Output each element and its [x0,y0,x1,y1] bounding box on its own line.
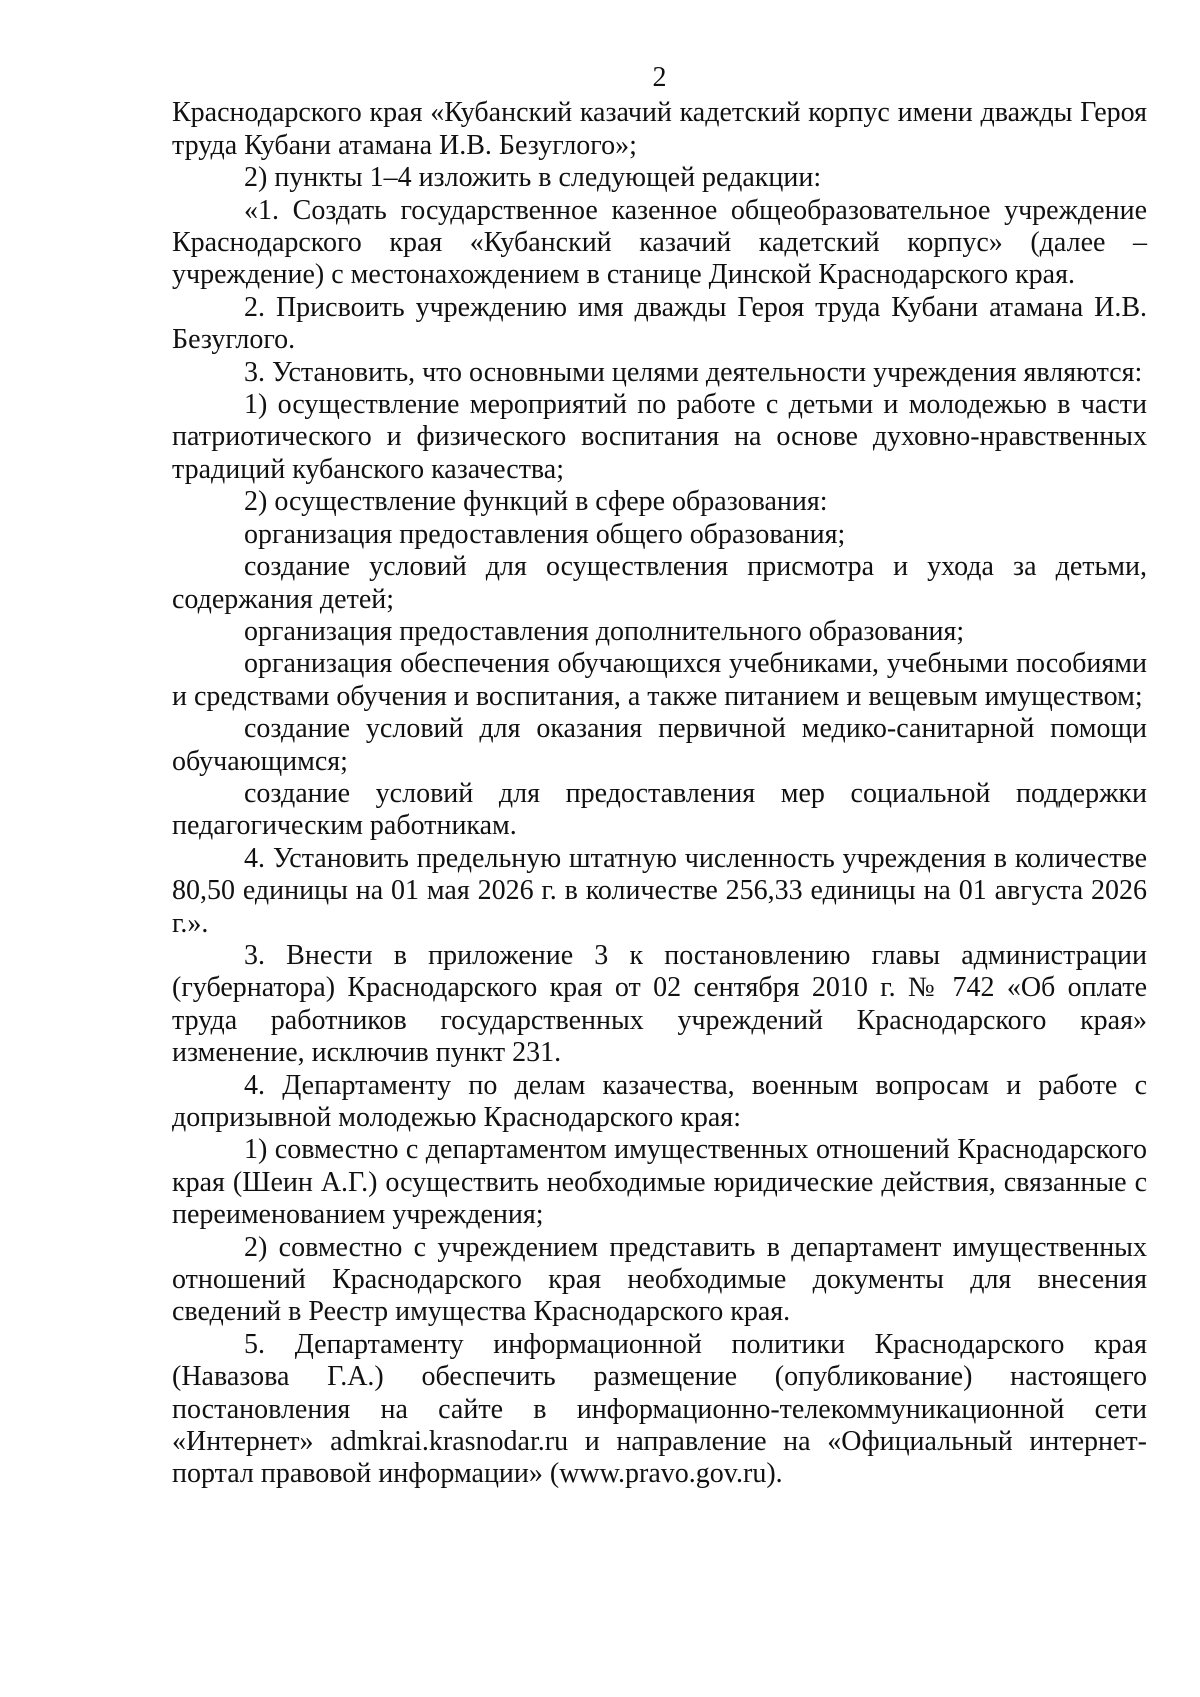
paragraph: «1. Создать государственное казенное общеобразовательное учреждение Краснодарского края «Кубанский казачий кадетский корпус» (далее – учреждение) с местонахождением в станице Динской Краснодарского края. [172,194,1147,291]
paragraph: 5. Департаменту информационной политики Краснодарского края (Навазова Г.А.) обеспечить размещение (опубликование) настоящего постановления на сайте в информационно-телекоммуникационной сети «Интернет» admkrai.krasnodar.ru и направление на «Официальный интернет-портал правовой информации» (www.pravo.gov.ru). [172,1328,1147,1490]
paragraph: организация предоставления общего образования; [244,518,846,550]
paragraph: 4. Департаменту по делам казачества, военным вопросам и работе с допризывной молодежью Краснодарского края: [172,1069,1147,1133]
page-number: 2 [652,62,667,93]
paragraph: 1) осуществление мероприятий по работе с детьми и молодежью в части патриотического и физического воспитания на основе духовно-нравственных традиций кубанского казачества; [172,389,1147,485]
paragraph: 3. Установить, что основными целями деятельности учреждения являются: [244,356,1143,388]
paragraph: 2. Присвоить учреждению имя дважды Героя труда Кубани атамана И.В. Безуглого. [172,291,1147,356]
paragraph: 2) осуществление функций в сфере образования: [244,486,828,518]
paragraph: 1) совместно с департаментом имущественных отношений Краснодарского края (Шеин А.Г.) осуществить необходимые юридические действия, связанные с переименованием учреждения; [172,1134,1147,1231]
paragraph: организация предоставления дополнительного образования; [244,615,965,647]
document-page [172,62,1147,1491]
document-body [172,97,1147,1490]
paragraph: 3. Внести в приложение 3 к постановлению главы администрации (губернатора) Краснодарского края от 02 сентября 2010 г. № 742 «Об оплате труда работников государственных учреждений Краснодарского края» изменение, исключив пункт 231. [172,939,1147,1069]
paragraph: 2) пункты 1–4 изложить в следующей редакции: [244,162,822,194]
paragraph: Краснодарского края «Кубанский казачий кадетский корпус имени дважды Героя труда Кубани атамана И.В. Безуглого»; [172,97,1147,161]
paragraph: создание условий для осуществления присмотра и ухода за детьми, содержания детей; [172,551,1147,615]
paragraph: организация обеспечения обучающихся учебниками, учебными пособиями и средствами обучения и воспитания, а также питанием и вещевым имуществом; [172,648,1147,712]
paragraph: создание условий для оказания первичной медико-санитарной помощи обучающимся; [172,713,1147,777]
paragraph: 4. Установить предельную штатную численность учреждения в количестве 80,50 единицы на 01 мая 2026 г. в количестве 256,33 единицы на 01 августа 2026 г.». [172,842,1147,939]
paragraph: создание условий для предоставления мер социальной поддержки педагогическим работникам. [172,777,1147,842]
paragraph: 2) совместно с учреждением представить в департамент имущественных отношений Краснодарского края необходимые документы для внесения сведений в Реестр имущества Краснодарского края. [172,1231,1147,1328]
